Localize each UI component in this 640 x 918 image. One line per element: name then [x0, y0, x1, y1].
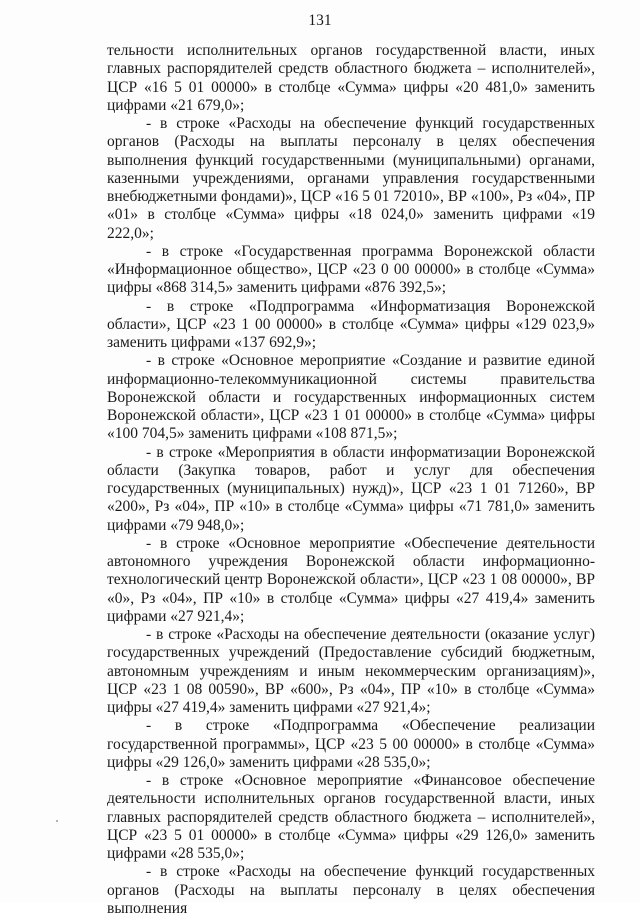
document-body [107, 42, 595, 918]
page-number: 131 [308, 12, 332, 29]
scan-artifact [56, 820, 58, 822]
paragraph-continuation: тельности исполнительных органов государственной власти, иных главных распорядителей средств областного бюджета – исполнителей», ЦСР «16 5 01 00000» в столбце «Сумма» цифры «20 481,0» заменить цифрами «21 679,0»; [107, 42, 595, 114]
paragraph-amendment: - в строке «Мероприятия в области информатизации Воронежской области (Закупка товаров, работ и услуг для обеспечения государственных (муниципальных) нужд)», ЦСР «23 1 01 71260», ВР «200», Рз «04», ПР «10» в столбце «Сумма» цифры «71 781,0» заменить цифрами «79 948,0»; [107, 443, 595, 534]
paragraph-amendment: - в строке «Расходы на обеспечение функций государственных органов (Расходы на выплаты персоналу в целях обеспечения выполнения функций государственными (муниципальными) органами, казенными учреждениями, органами управления государственными внебюджетными фондами)», ЦСР «16 5 01 72010», ВР «100», Рз «04», ПР «01» в столбце «Сумма» цифры «18 024,0» заменить цифрами «19 222,0»; [107, 115, 595, 242]
paragraph-amendment: - в строке «Основное мероприятие «Создание и развитие единой информационно-телекоммуникационной системы правительства Воронежской области и государственных информационных систем Воронежской области», ЦСР «23 1 01 00000» в столбце «Сумма» цифры «100 704,5» заменить цифрами «108 871,5»; [107, 352, 595, 443]
paragraph-amendment: - в строке «Подпрограмма «Информатизация Воронежской области», ЦСР «23 1 00 00000» в столбце «Сумма» цифры «129 023,9» заменить цифрами «137 692,9»; [107, 297, 595, 351]
paragraph-amendment: - в строке «Основное мероприятие «Финансовое обеспечение деятельности исполнительных органов государственной власти, иных главных распорядителей средств областного бюджета – исполнителей», ЦСР «23 5 01 00000» в столбце «Сумма» цифры «29 126,0» заменить цифрами «28 535,0»; [107, 772, 595, 862]
paragraph-amendment: - в строке «Основное мероприятие «Обеспечение деятельности автономного учреждения Воронежской области информационно-технологический центр Воронежской области», ЦСР «23 1 08 00000», ВР «0», Рз «04», ПР «10» в столбце «Сумма» цифры «27 419,4» заменить цифрами «27 921,4»; [107, 534, 595, 625]
paragraph-amendment: - в строке «Подпрограмма «Обеспечение реализации государственной программы», ЦСР «23 5 00 00000» в столбце «Сумма» цифры «29 126,0» заменить цифрами «28 535,0»; [107, 717, 595, 771]
paragraph-amendment-partial: - в строке «Расходы на обеспечение функций государственных органов (Расходы на выплаты персоналу в целях обеспечения выполнения [107, 863, 595, 917]
paragraph-amendment: - в строке «Расходы на обеспечение деятельности (оказание услуг) государственных учреждений (Предоставление субсидий бюджетным, автономным учреждениям и иным некоммерческим организациям)», ЦСР «23 1 08 00590», ВР «600», Рз «04», ПР «10» в столбце «Сумма» цифры «27 419,4» заменить цифрами «27 921,4»; [107, 626, 595, 716]
paragraph-amendment: - в строке «Государственная программа Воронежской области «Информационное общество», ЦСР «23 0 00 00000» в столбце «Сумма» цифры «868 314,5» заменить цифрами «876 392,5»; [107, 242, 595, 297]
